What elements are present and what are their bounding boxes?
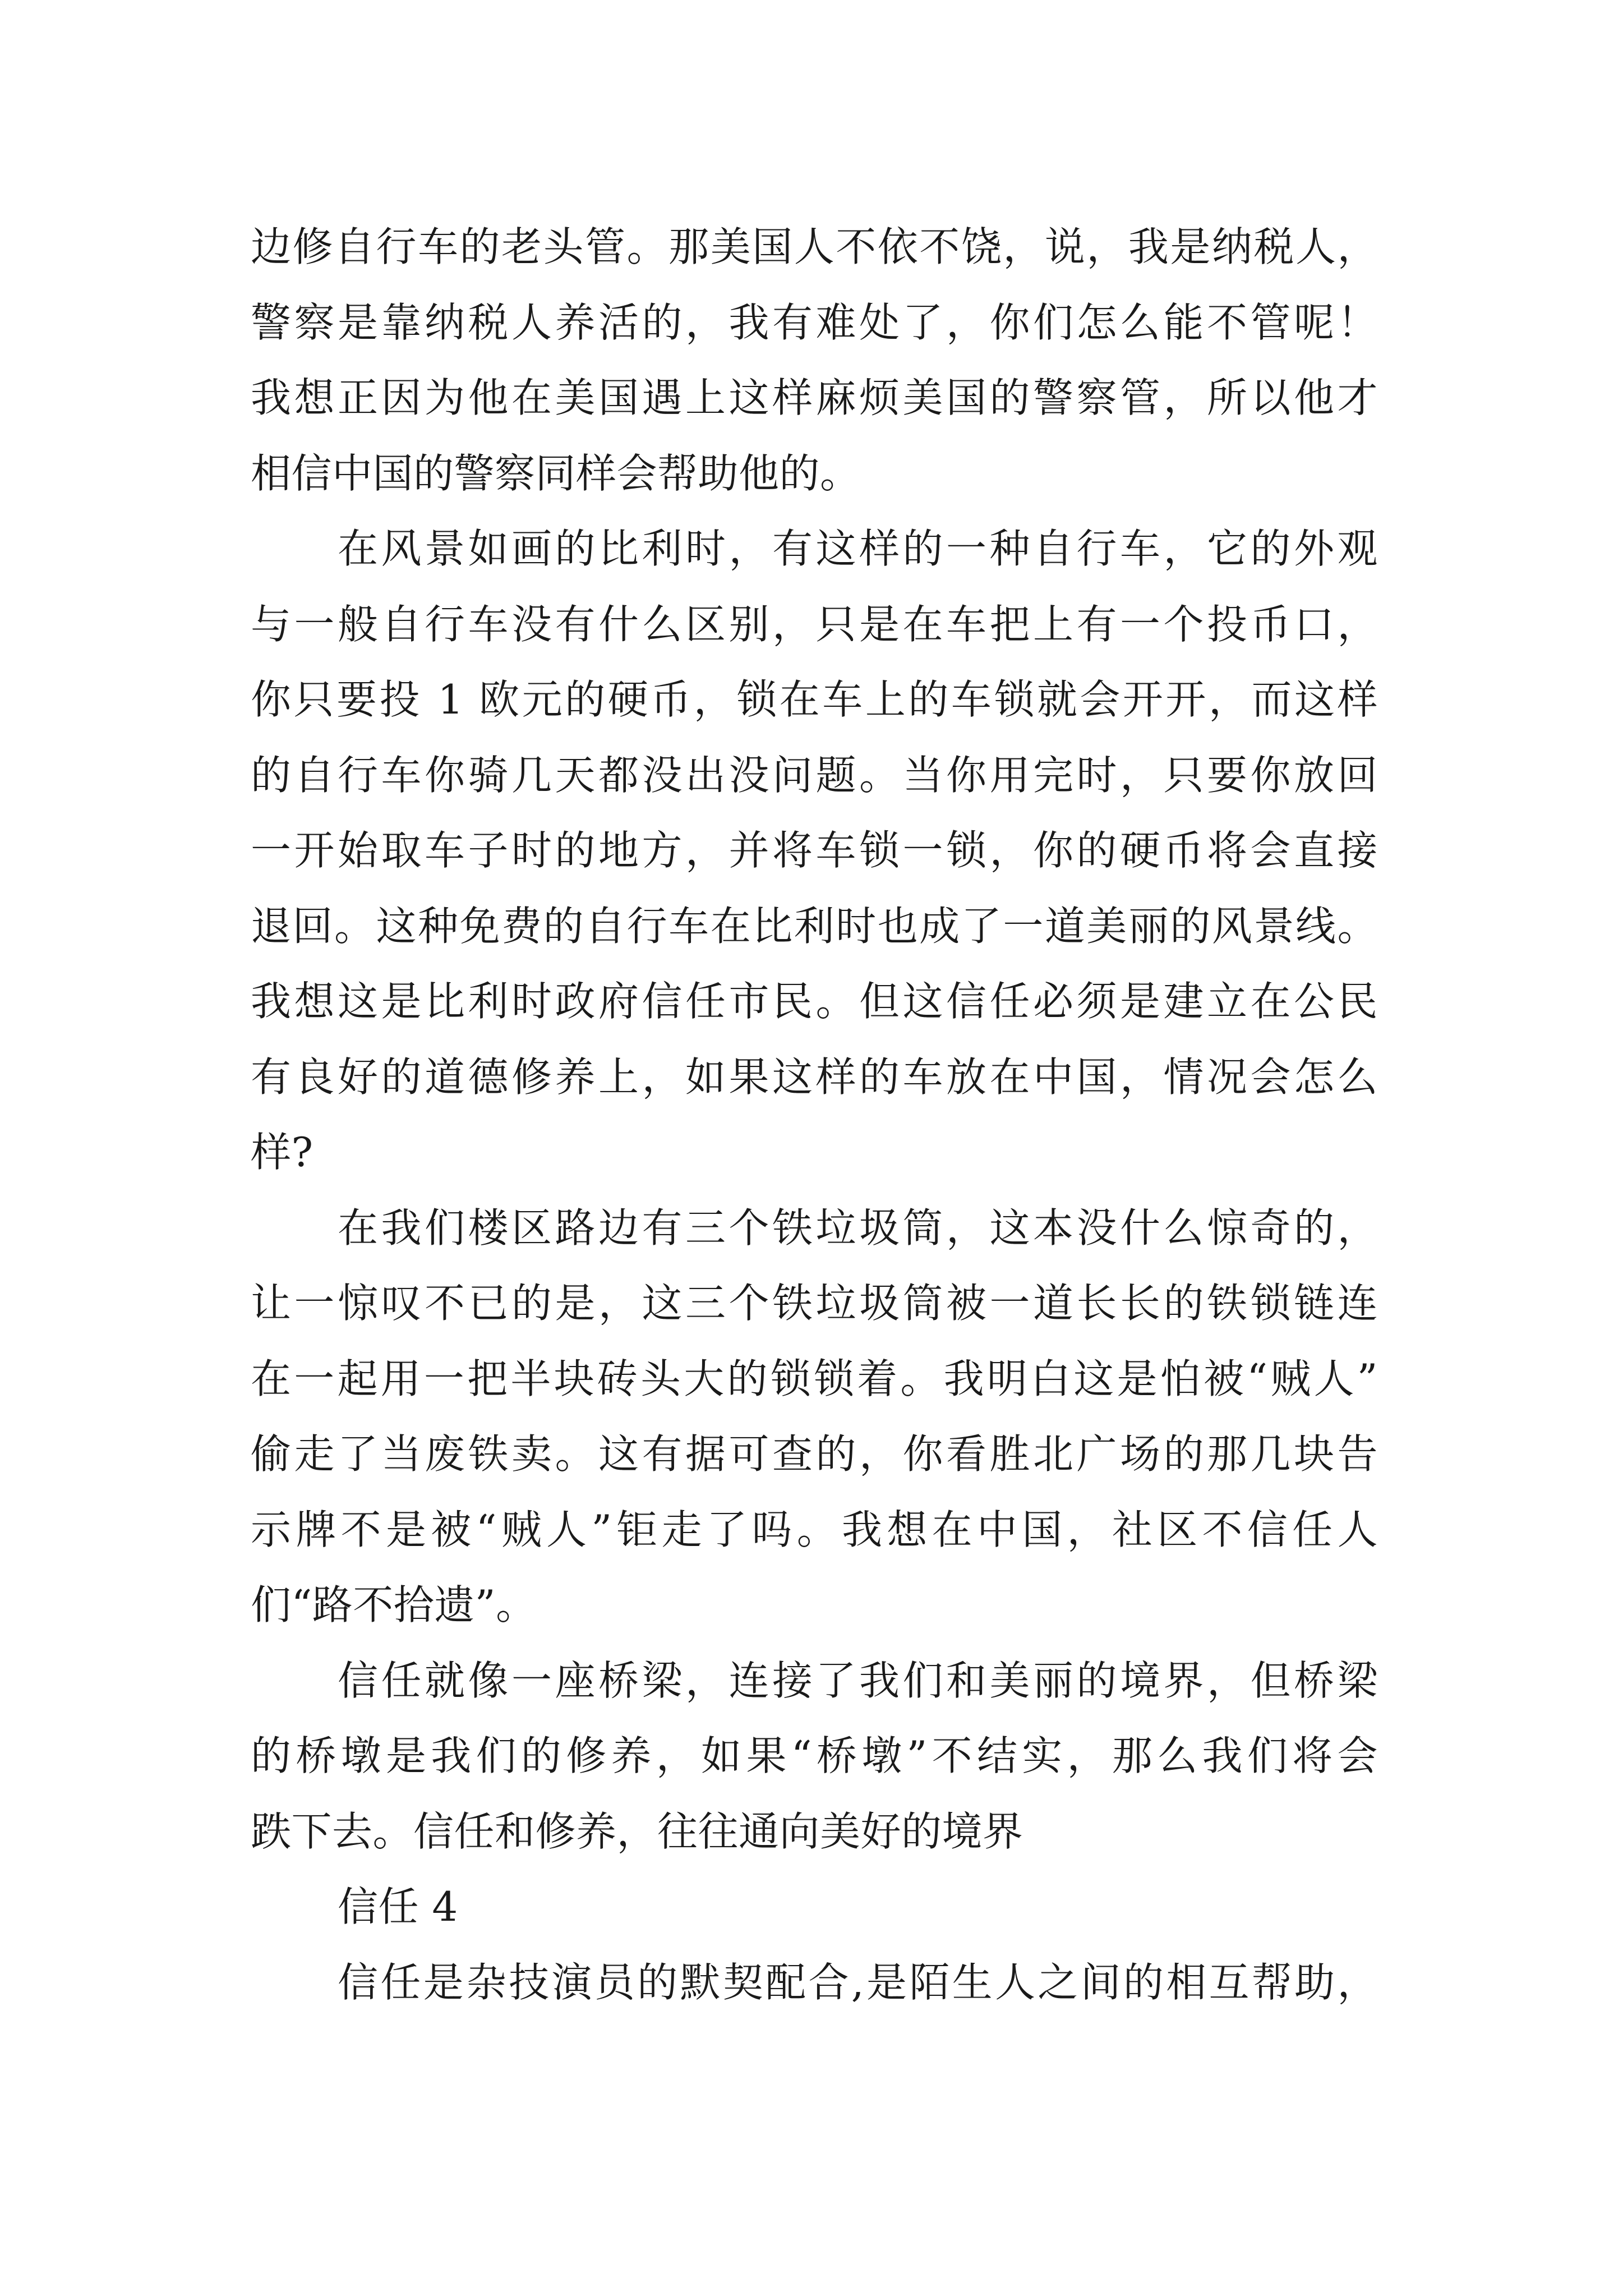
text-line: 示牌不是被“贼人”钜走了吗。我想在中国，社区不信任人 — [251, 1506, 1378, 1553]
text-line: 们“路不拾遗”。 — [251, 1581, 537, 1628]
text-line: 警察是靠纳税人养活的，我有难处了，你们怎么能不管呢！ — [251, 298, 1378, 346]
text-line: 信任是杂技演员的默契配合,是陌生人之间的相互帮助， — [338, 1958, 1378, 2006]
text-line: 与一般自行车没有什么区别，只是在车把上有一个投币口， — [251, 600, 1378, 648]
text-line: 边修自行车的老头管。那美国人不依不饶，说，我是纳税人， — [251, 223, 1378, 270]
text-line: 信任就像一座桥梁，连接了我们和美丽的境界，但桥梁 — [338, 1657, 1378, 1704]
text-line: 你只要投 1 欧元的硬币，锁在车上的车锁就会开开，而这样 — [251, 676, 1378, 723]
text-line: 一开始取车子时的地方，并将车锁一锁，你的硬币将会直接 — [251, 827, 1378, 874]
text-line: 的自行车你骑几天都没出没问题。当你用完时，只要你放回 — [251, 751, 1378, 799]
text-line: 让一惊叹不已的是，这三个铁垃圾筒被一道长长的铁锁链连 — [251, 1280, 1378, 1327]
text-line: 样? — [251, 1129, 313, 1176]
text-line: 我想正因为他在美国遇上这样麻烦美国的警察管，所以他才 — [251, 374, 1378, 421]
text-line: 有良好的道德修养上，如果这样的车放在中国，情况会怎么 — [251, 1053, 1378, 1101]
text-line: 偷走了当废铁卖。这有据可查的，你看胜北广场的那几块告 — [251, 1430, 1378, 1478]
text-line: 的桥墩是我们的修养，如果“桥墩”不结实，那么我们将会 — [251, 1732, 1378, 1779]
section-heading: 信任 4 — [338, 1883, 458, 1930]
document-body — [251, 209, 1378, 2020]
text-line: 在我们楼区路边有三个铁垃圾筒，这本没什么惊奇的， — [338, 1204, 1378, 1251]
text-line: 在风景如画的比利时，有这样的一种自行车，它的外观 — [338, 525, 1378, 572]
text-line: 我想这是比利时政府信任市民。但这信任必须是建立在公民 — [251, 978, 1378, 1025]
text-line: 退回。这种免费的自行车在比利时也成了一道美丽的风景线。 — [251, 902, 1378, 950]
text-line: 相信中国的警察同样会帮助他的。 — [251, 449, 861, 497]
text-line: 跌下去。信任和修养，往往通向美好的境界 — [251, 1807, 1023, 1855]
text-line: 在一起用一把半块砖头大的锁锁着。我明白这是怕被“贼人” — [251, 1355, 1378, 1402]
